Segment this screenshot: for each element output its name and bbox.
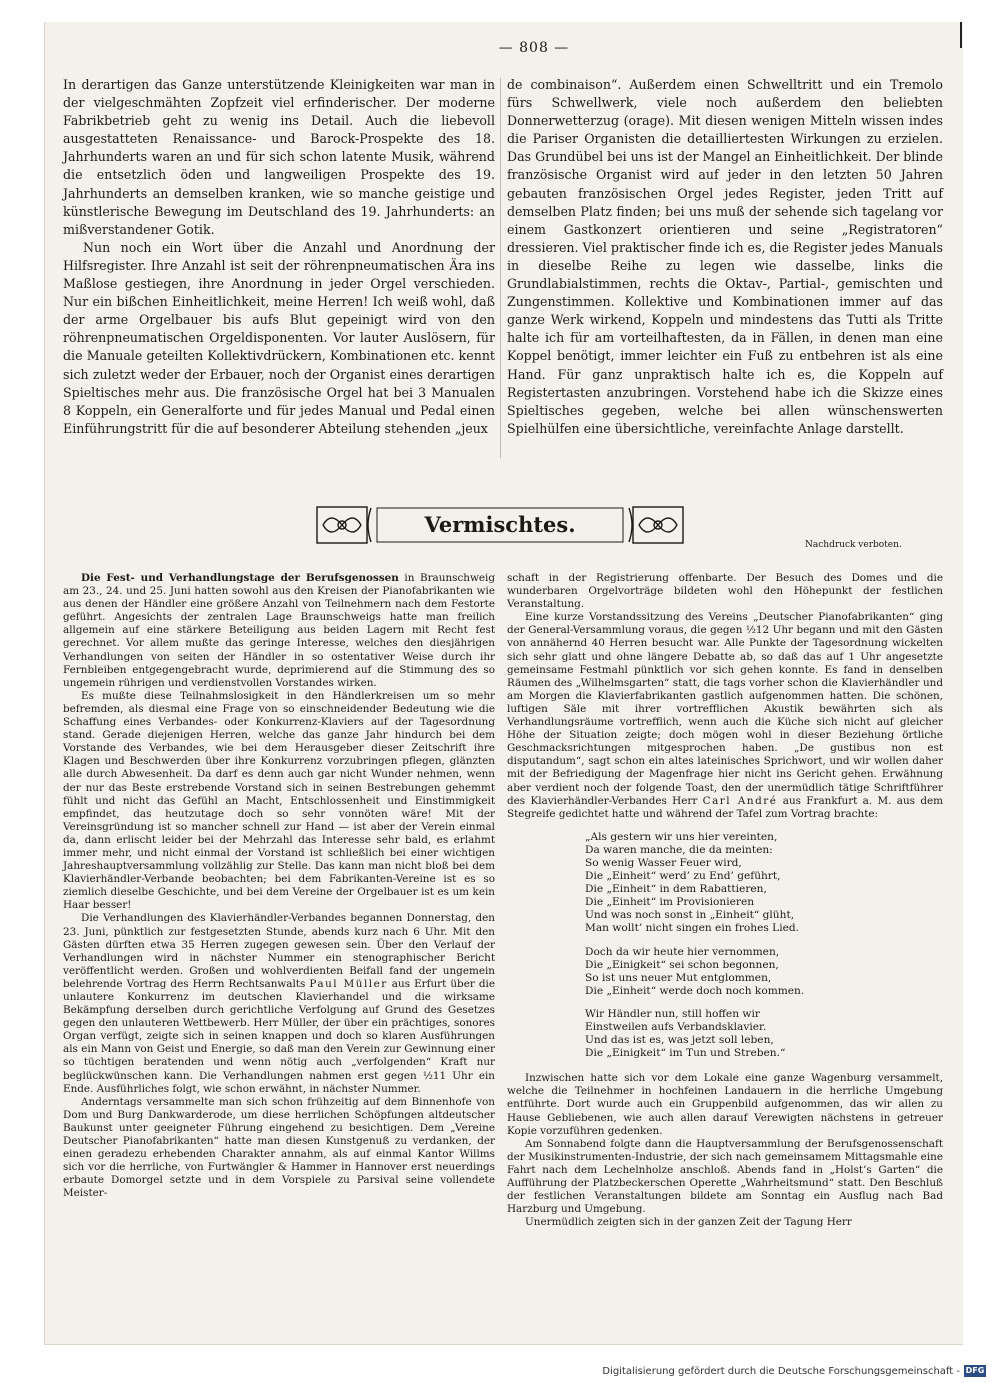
section-title: Vermischtes. <box>424 512 576 537</box>
dfg-logo-icon: DFG <box>965 1366 985 1375</box>
poem-line: Die „Einheit“ im Provisionieren <box>585 896 755 909</box>
poem-line: Da waren manche, die da meinten: <box>585 843 773 856</box>
poem-line: Und was noch sonst in „Einheit“ glüht, <box>585 909 795 922</box>
person-name: Carl André <box>702 794 778 807</box>
poem <box>585 831 943 1061</box>
paragraph: Die Fest- und Verhandlungstage der Berufsgenossen in Braunschweig am 23., 24. und 25. Juni hatten sowohl aus den Kreisen der Pianofabrikanten wie aus denen der Händler eine größere Anzahl von Teilnehmern nach dem Festorte geführt. Angesichts der zentralen Lage Braunschweigs hatte man freilich allgemein auf eine stärkere Beteiligung aus beiden Lagern mit Recht fest gerechnet. Vor allem mußte das geringe Interesse, welches den diesjährigen Verhandlungen von seiten der Händler in so ostentativer Weise durch ihr Fernbleiben entgegengebracht wurde, deprimierend auf die Stimmung des so ungemein rührigen und verdienstvollen Vorstandes wirken. <box>63 572 495 689</box>
poem-stanza <box>585 831 943 936</box>
poem-line: Die „Einigkeit“ im Tun und Streben.“ <box>585 1047 786 1060</box>
paragraph: Eine kurze Vorstandssitzung des Vereins „Deutscher Pianofabrikanten“ ging der General-Versammlung voraus, die gegen ½12 Uhr begann und mit den Gästen von annähernd 40 Herren besucht war. Alle Punkte der Tagesordnung wickelten sich sehr glatt und ohne längere Debatte ab, so daß das auf 1 Uhr angesetzte gemeinsame Festmahl pünktlich vor sich gehen konnte. Es fand in denselben Räumen des „Wilhelmsgarten“ statt, die tags vorher schon die Klavierhändler und am Morgen die Klavierfabrikanten gastlich aufgenommen hatten. Die schönen, luftigen Säle mit ihrer vortrefflichen Akustik bewährten sich als Verhandlungsräume vortrefflich, wenn auch die Küche sich nicht auf gleicher Höhe der Situation zeigte; doch mögen wohl in dieser Beziehung örtliche Geschmacksrichtungen mitgesprochen haben. „De gustibus non est disputandum“, sagt schon ein altes lateinisches Sprichwort, und wir wollen daher mit der Befriedigung der Magenfrage hier nicht ins Gericht gehen. Erwähnung aber verdient noch der folgende Toast, den der unermüdlich tätige Schriftführer des Klavierhändler-Verbandes Herr Carl André aus Frankfurt a. M. aus dem Stegreife gedichtet hatte und während der Tafel zum Vortrag brachte: <box>507 611 944 820</box>
article-heading: Die Fest- und Verhandlungstage der Berufsgenossen <box>81 572 399 584</box>
poem-line: Wir Händler nun, still hoffen wir <box>585 1007 760 1020</box>
poem-stanza <box>585 946 943 998</box>
article-column-top-right <box>507 76 943 438</box>
paragraph: Unermüdlich zeigten sich in der ganzen Zeit der Tagung Herr <box>525 1216 852 1229</box>
article-column-bottom-left <box>63 572 495 1201</box>
paragraph: Anderntags versammelte man sich schon frühzeitig auf dem Binnenhofe von Dom und Burg Dankwarderode, um diese herrlichen Schöpfungen altdeutscher Baukunst unter geeigneter Führung eingehend zu besichtigen. Dem „Vereine Deutscher Pianofabrikanten“ hatte man diesen Kunstgenuß zu verdanken, der einen geradezu erhebenden Charakter annahm, als auf einmal Kantor Willms sich vor die herrliche, von Furtwängler & Hammer in Hannover erst neuerdings erbaute Domorgel setzte und in dem Vorspiele zu Parsival seine vollendete Meister- <box>63 1095 495 1200</box>
poem-line: So wenig Wasser Feuer wird, <box>585 856 742 869</box>
paragraph: Inzwischen hatte sich vor dem Lokale eine ganze Wagenburg versammelt, welche die Teilnehmer in hochfeinen Landauern in die herrliche Umgebung entführte. Dort wurde auch ein Gruppenbild aufgenommen, das wir allen zu Hause Gebliebenen, wie auch allen darauf Verewigten nächstens in getreuer Kopie vorzuführen gedenken. <box>507 1072 943 1137</box>
person-name: Paul Müller <box>309 977 388 990</box>
poem-stanza <box>585 1008 943 1060</box>
poem-line: Und das ist es, was jetzt soll leben, <box>585 1034 774 1047</box>
poem-line: Doch da wir heute hier vernommen, <box>585 945 780 958</box>
page-number: — 808 — <box>498 40 570 56</box>
poem-line: Die „Einheit“ werd’ zu End’ geführt, <box>585 870 781 883</box>
paragraph: Die Verhandlungen des Klavierhändler-Verbandes begannen Donnerstag, den 23. Juni, pünktlich zur festgesetzten Stunde, abends kurz nach 6 Uhr. Mit den Gästen dürften etwa 35 Herren zugegen gewesen sein. Über den Verlauf der Verhandlungen wird in nächster Nummer ein stenographischer Bericht veröffentlicht werden. Großen und wohlverdienten Beifall fand der ungemein belehrende Vortrag des Herrn Rechtsanwalts Paul Müller aus Erfurt über die unlautere Konkurrenz im deutschen Klavierhandel und die wirksame Bekämpfung derselben durch gerichtliche Verfolgung auf Grund des Gesetzes gegen den unlauteren Wettbewerb. Herr Müller, der über ein prächtiges, sonores Organ verfügt, zeigte sich in seinen knappen und doch so klaren Ausführungen als ein Mann von Geist und Energie, so daß man den Verein zur Gewinnung einer so tüchtigen beratenden und wenn nötig auch „verfolgenden“ Kraft nur beglückwünschen kann. Die Verhandlungen nahmen erst gegen ½11 Uhr ein Ende. Ausführliches folgt, wie schon erwähnt, in nächster Nummer. <box>63 912 495 1095</box>
paragraph: Am Sonnabend folgte dann die Hauptversammlung der Berufsgenossenschaft der Musikinstrumenten-Industrie, der sich nach gemeinsamem Mittagsmahle eine Fahrt nach dem Lechelnholze anschloß. Abends fand in „Holst’s Garten“ die Aufführung der Platzbeckerschen Operette „Wahrheitsmund“ statt. Den Beschluß der festlichen Veranstaltungen bildete am Sonntag ein Ausflug nach Bad Harzburg und Umgebung. <box>507 1137 943 1216</box>
paragraph: Es mußte diese Teilnahmslosigkeit in den Händlerkreisen um so mehr befremden, als diesmal eine Frage von so einschneidender Bedeutung wie die Schaffung eines Verbandes- oder Konkurrenz-Klaviers auf der Tagesordnung stand. Gerade diejenigen Herren, welche das ganze Jahr hindurch bei dem Vorstande des Verbandes, wie bei dem Herausgeber dieser Zeitschrift ihre Klagen und Beschwerden über ihre Konkurrenz vorzubringen pflegen, glänzten alle durch Abwesenheit. Da darf es denn auch gar nicht Wunder nehmen, wenn der nur das Beste erstrebende Vorstand sich in seinen Bestrebungen gehemmt fühlt und nicht das Gefühl an Macht, Entschlossenheit und Einstimmigkeit empfindet, das heutzutage doch so sehr vonnöten wäre! Mit der Vereinsgründung ist so mancher schnell zur Hand — ist aber der Verein einmal da, dann erlischt leider bei der Mehrzahl das Interesse sehr bald, es erlahmt immer mehr, und nicht einmal der Vorstand ist schließlich bei einer wichtigen Jahreshauptversammlung vollzählig zur Stelle. Das kann man nicht bloß bei dem Klavierhändler-Verbande beobachten; bei dem Fabrikanten-Vereine ist es so ziemlich dieselbe Geschichte, und bei dem Vereine der Orgelbauer ist es um kein Haar besser! <box>63 689 495 912</box>
funding-credit: Digitalisierung gefördert durch die Deutsche Forschungsgemeinschaft - <box>602 1366 960 1377</box>
poem-line: Man wollt’ nicht singen ein frohes Lied. <box>585 922 799 935</box>
paragraph: de combinaison“. Außerdem einen Schwelltritt und ein Tremolo fürs Schwellwerk, viele noch außerdem den beliebten Donnerwetterzug (orage). Mit diesen wenigen Mitteln wissen indes die Pariser Organisten die detailliertesten Wirkungen zu erzielen. Das Grundübel bei uns ist der Mangel an Einheitlichkeit. Der blinde französische Organist wird auf jeder in den letzten 50 Jahren gebauten französischen Orgel jedes Register, jeden Tritt auf demselben Platz finden; bei uns muß der sehende sich tagelang vor einem Gastkonzert orientieren und seine „Registratoren“ dressieren. Viel praktischer finde ich es, die Register jedes Manuals in dieselbe Reihe zu legen wie dasselbe, links die Grundlabialstimmen, rechts die Oktav-, Partial-, gemischten und Zungenstimmen. Kollektive und Kombinationen immer auf das ganze Werk wirkend, Koppeln und mindestens das Tutti als Tritte halte ich für am vorteilhaftesten, da in Fällen, in denen man eine Koppel benötigt, immer leichter ein Fuß zu entbehren ist als eine Hand. Für ganz unpraktisch halte ich es, die Koppeln auf Registertasten anzubringen. Vorstehend habe ich die Skizze eines Spieltisches gegeben, welche bei allen wünschenswerten Spielhülfen eine übersichtliche, vereinfachte Anlage darstellt. <box>507 77 944 436</box>
paragraph: schaft in der Registrierung offenbarte. Der Besuch des Domes und die wunderbaren Orgelvorträge bildeten wohl den Höhepunkt der festlichen Veranstaltung. <box>507 572 943 611</box>
reprint-notice: Nachdruck verboten. <box>805 540 902 550</box>
newspaper-page <box>44 22 963 1345</box>
poem-line: „Als gestern wir uns hier vereinten, <box>585 830 778 843</box>
poem-line: Die „Einheit“ in dem Rabattieren, <box>585 883 767 896</box>
section-banner <box>315 504 685 546</box>
poem-line: Die „Einheit“ werde doch noch kommen. <box>585 984 805 997</box>
column-divider <box>500 78 501 458</box>
footer-bar <box>0 1363 1000 1383</box>
poem-line: Einstweilen aufs Verbandsklavier. <box>585 1021 767 1033</box>
page-edge-mark <box>960 22 962 48</box>
poem-line: So ist uns neuer Mut entglommen, <box>585 971 772 984</box>
paragraph: Nun noch ein Wort über die Anzahl und Anordnung der Hilfsregister. Ihre Anzahl ist seit der röhrenpneumatischen Ära ins Maßlose gestiegen, ihre Anordnung in jeder Orgel verschieden. Nur ein bißchen Einheitlichkeit, meine Herren! Ich weiß wohl, daß der arme Orgelbauer bis aufs Blut gepeinigt wird von den röhrenpneumatischen Orgeldisponenten. Vor lauter Auslösern, für die Manuale geteilten Kollektivdrückern, Kombinationen etc. kennt sich zuletzt weder der Erbauer, noch der Organist eines derartigen Spieltisches mehr aus. Die französische Orgel hat bei 3 Manualen 8 Koppeln, ein Generalforte und für jedes Manual und Pedal einen Einführungstritt für die auf besonderer Abteilung stehenden „jeux <box>63 239 495 436</box>
paragraph: In derartigen das Ganze unterstützende Kleinigkeiten war man in der vielgeschmähten Zopfzeit viel erfinderischer. Der moderne Fabrikbetrieb geht zu wenig ins Detail. Auch die liebevoll ausgestatteten Renaissance- und Barock-Prospekte des 18. Jahrhunderts waren an und für sich schon latente Musik, während die entsetzlich öden und langweiligen Prospekte des 19. Jahrhunderts an demselben kranken, wie so manche geistige und künstlerische Bewegung im Deutschland des 19. Jahrhunderts: an mißverstandener Gotik. <box>63 77 495 237</box>
article-column-bottom-right <box>507 572 943 1229</box>
poem-line: Die „Einigkeit“ sei schon begonnen, <box>585 958 779 971</box>
article-column-top-left <box>63 76 495 438</box>
